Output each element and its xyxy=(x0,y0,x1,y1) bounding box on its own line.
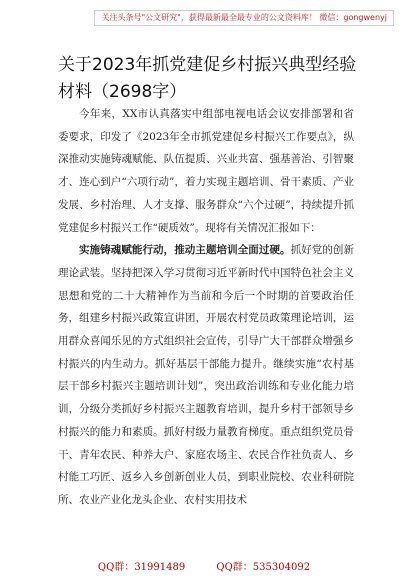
footer xyxy=(0,558,408,573)
document-title: 关于2023年抓党建促乡村振兴典型经验材料（2698字） xyxy=(58,55,357,102)
section-1-paragraph xyxy=(58,239,354,511)
document-body xyxy=(58,103,354,512)
section-1-text: 抓好党的创新理论武装。坚持把深入学习贯彻习近平新时代中国特色社会主义思想和党的二十大精神作为当前和今后一个时期的首要政治任务，组建乡村振兴政策宣讲团，开展农村党员政策理论培训，运用群众喜闻乐见的方式组织社会宣传，引导广大干部群众增强乡村振兴的内生动力。抓好基层干部能力提升。继续实施“农村基层干部乡村振兴主题培训计划”，突出政治训练和专业化能力培训，分级分类抓好乡村振兴主题教育培训，提升乡村干部领导乡村振兴的能力和素质。抓好村级力量教育梯度。重点组织党员骨干、青年农民、种养大户、家庭农场主、农民合作社负责人、乡村能工巧匠、返乡入乡创新创业人员，到职业院校、农业科研院所、农业产业化龙头企业、农村实用技术 xyxy=(58,244,355,506)
footer-qq-group-2: QQ群：535304092 xyxy=(216,562,311,573)
header-banner: 关注头条号"公文研究"，获得最新最全最专业的公文资料库！ 微信：gongwenyj xyxy=(94,10,394,26)
footer-qq-group-1: QQ群：31991489 xyxy=(97,562,186,573)
section-1-heading: 实施铸魂赋能行动，推动主题培训全面过硬。 xyxy=(79,244,291,257)
intro-paragraph: 今年来，XX市认真落实中组部电视电话会议安排部署和省委要求，印发了《2023年全市抓党建促乡村振兴工作要点》，纵深推动实施铸魂赋能、队伍提质、兴业共富、强基善治、引智聚才、连心到户“六项行动”，着力实现主题培训、骨干素质、产业发展、乡村治理、人才支撑、服务群众“六个过硬”，持续提升抓党建促乡村振兴工作“硬质效”。现将有关情况汇报如下： xyxy=(58,108,354,234)
